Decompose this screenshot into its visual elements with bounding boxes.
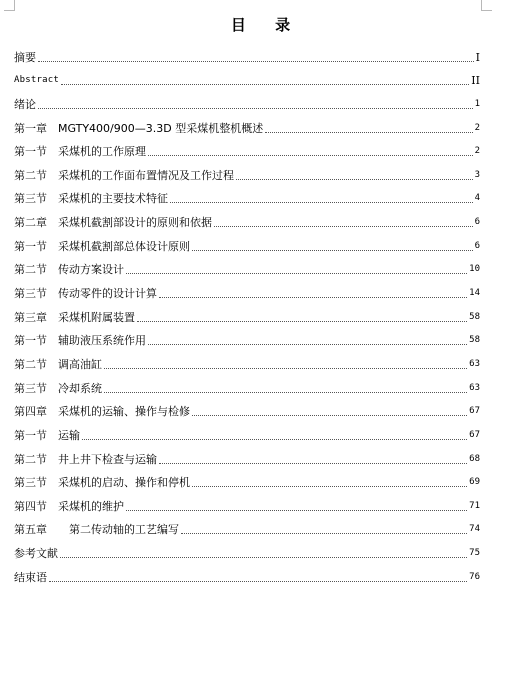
toc-entry[interactable]	[14, 229, 480, 253]
toc-page-number: 67	[469, 406, 480, 417]
toc-dot-leader	[148, 344, 467, 345]
toc-dot-leader	[49, 581, 467, 582]
toc-entry[interactable]	[14, 513, 480, 537]
toc-dot-leader	[236, 179, 473, 180]
toc-entry-label: 第一节 采煤机的工作原理	[14, 145, 146, 159]
toc-page-number: 71	[469, 500, 480, 511]
toc-entry-label: 第二节 传动方案设计	[14, 263, 124, 277]
toc-entry-label: 第三节 采煤机的主要技术特征	[14, 192, 168, 206]
toc-page-number: 76	[469, 571, 480, 582]
toc-entry[interactable]	[14, 466, 480, 490]
toc-page-number: 75	[469, 548, 480, 559]
toc-dot-leader	[159, 463, 467, 464]
toc-dot-leader	[192, 415, 467, 416]
toc-page-number: I	[475, 50, 480, 64]
toc-dot-leader	[38, 108, 473, 109]
toc-page-number: 69	[469, 477, 480, 488]
toc-dot-leader	[265, 132, 472, 133]
toc-dot-leader	[214, 226, 473, 227]
toc-page-number: 6	[474, 240, 480, 251]
toc-entry[interactable]	[14, 395, 480, 419]
toc-page-number: 67	[469, 429, 480, 440]
toc-dot-leader	[104, 368, 467, 369]
toc-entry-label: 第二节 调高油缸	[14, 357, 102, 371]
toc-entry[interactable]	[14, 64, 480, 88]
toc-entry-label: 结束语	[14, 570, 47, 584]
toc-entry[interactable]	[14, 489, 480, 513]
toc-entry-label: 第五章 第二传动轴的工艺编写	[14, 523, 179, 537]
toc-entry[interactable]	[14, 371, 480, 395]
corner-crop-mark-right	[481, 0, 492, 11]
toc-dot-leader	[82, 439, 467, 440]
toc-entry-label: 绪论	[14, 97, 36, 111]
toc-entry-label: 第三章 采煤机附属装置	[14, 310, 135, 324]
toc-dot-leader	[192, 250, 473, 251]
toc-page-number: 6	[474, 217, 480, 228]
toc-dot-leader	[38, 61, 474, 62]
toc-entry-label: 第二节 井上井下检查与运输	[14, 452, 157, 466]
toc-entry-label: 第三节 传动零件的设计计算	[14, 287, 157, 301]
toc-dot-leader	[126, 273, 467, 274]
toc-dot-leader	[159, 297, 467, 298]
toc-entry-label: 第一节 运输	[14, 428, 80, 442]
page-title: 目 录	[230, 16, 303, 34]
toc-page-number: 3	[474, 169, 480, 180]
toc-page-number: 74	[469, 524, 480, 535]
toc-page-number: 14	[469, 288, 480, 299]
toc-page-number: 68	[469, 453, 480, 464]
toc-dot-leader	[60, 557, 467, 558]
toc-entry-label: 第一章 MGTY400/900—3.3D 型采煤机整机概述	[14, 121, 264, 135]
toc-entry[interactable]	[14, 158, 480, 182]
toc-page-number: II	[471, 74, 480, 88]
toc-dot-leader	[126, 510, 467, 511]
toc-page-number: 2	[474, 146, 480, 157]
toc-entry[interactable]	[14, 253, 480, 277]
toc-entry-label: 第三节 冷却系统	[14, 381, 102, 395]
toc-entry[interactable]	[14, 135, 480, 159]
toc-entry[interactable]	[14, 560, 480, 584]
toc-entry[interactable]	[14, 324, 480, 348]
toc-entry-label: 第四节 采煤机的维护	[14, 499, 124, 513]
toc-page-number: 58	[469, 311, 480, 322]
toc-page-number: 2	[474, 122, 480, 133]
toc-entry[interactable]	[14, 442, 480, 466]
toc-dot-leader	[148, 155, 473, 156]
toc-entry[interactable]	[14, 300, 480, 324]
toc-entry[interactable]	[14, 40, 480, 64]
toc-entry[interactable]	[14, 182, 480, 206]
toc-dot-leader	[192, 486, 467, 487]
toc-entry-label: 第一节 辅助液压系统作用	[14, 334, 146, 348]
toc-entry-label: 摘要	[14, 50, 36, 64]
toc-page-number: 10	[469, 264, 480, 275]
toc-entry[interactable]	[14, 276, 480, 300]
toc-entry-label: 第二节 采煤机的工作面布置情况及工作过程	[14, 168, 234, 182]
toc-page-number: 1	[474, 98, 480, 109]
toc-entry[interactable]	[14, 418, 480, 442]
toc-dot-leader	[61, 84, 469, 85]
toc-dot-leader	[104, 392, 467, 393]
toc-entry[interactable]	[14, 205, 480, 229]
toc-entry[interactable]	[14, 347, 480, 371]
toc-entry-label: 参考文献	[14, 547, 58, 561]
toc-entry-label: 第二章 采煤机截割部设计的原则和依据	[14, 216, 212, 230]
toc-entry[interactable]	[14, 111, 480, 135]
toc-entry[interactable]	[14, 87, 480, 111]
toc-page-number: 63	[469, 382, 480, 393]
toc-page-number: 58	[469, 335, 480, 346]
table-of-contents	[14, 40, 480, 584]
toc-entry-label: 第三节 采煤机的启动、操作和停机	[14, 476, 190, 490]
toc-page-number: 4	[474, 193, 480, 204]
toc-dot-leader	[170, 202, 473, 203]
toc-entry-label: Abstract	[14, 75, 59, 86]
toc-entry[interactable]	[14, 536, 480, 560]
corner-crop-mark-left	[4, 0, 15, 11]
toc-dot-leader	[181, 533, 467, 534]
toc-page-number: 63	[469, 358, 480, 369]
toc-entry-label: 第四章 采煤机的运输、操作与检修	[14, 405, 190, 419]
toc-entry-label: 第一节 采煤机截割部总体设计原则	[14, 239, 190, 253]
toc-dot-leader	[137, 321, 467, 322]
